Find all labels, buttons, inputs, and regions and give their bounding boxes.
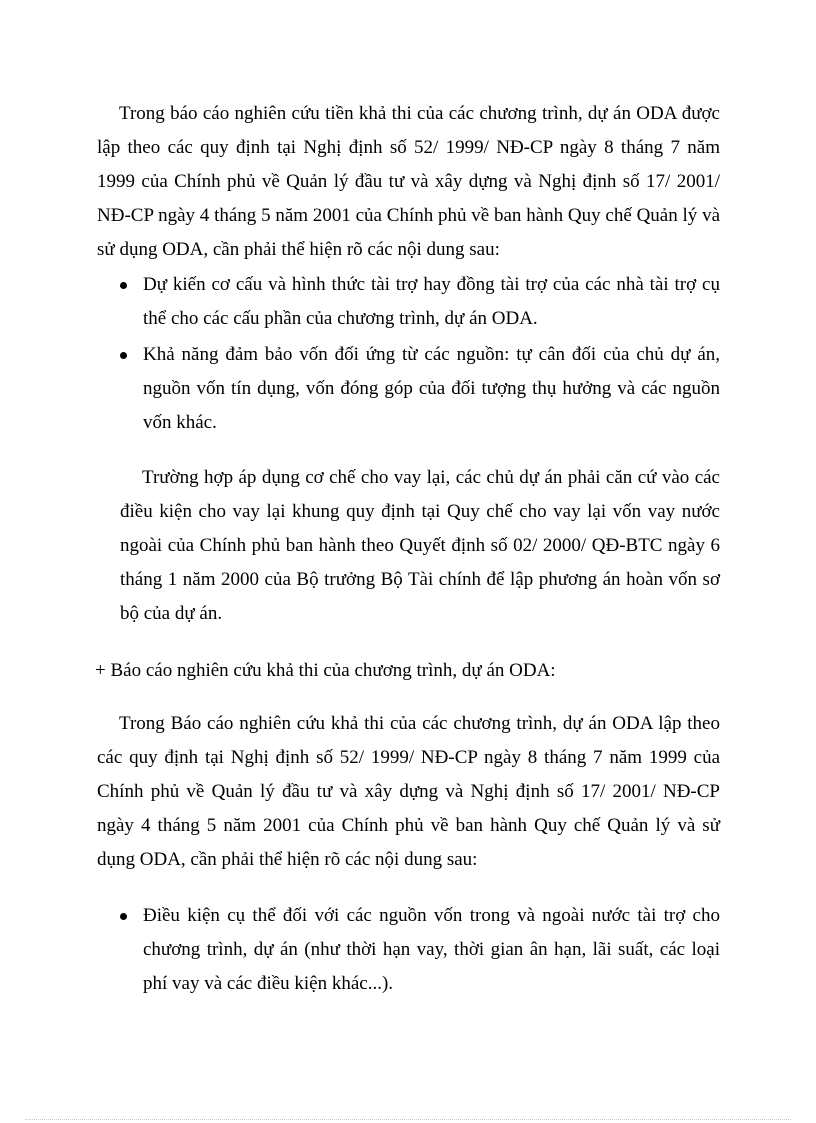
list-item <box>120 268 720 336</box>
bullet-text: Điều kiện cụ thể đối với các nguồn vốn trong và ngoài nước tài trợ cho chương trình, dự án (như thời hạn vay, thời gian ân hạn, lãi suất, các loại phí vay và các điều kiện khác...). <box>143 905 720 994</box>
paragraph-prefeasibility-intro: Trong báo cáo nghiên cứu tiền khả thi của các chương trình, dự án ODA được lập theo các quy định tại Nghị định số 52/ 1999/ NĐ-CP ngày 8 tháng 7 năm 1999 của Chính phủ về Quản lý đầu tư và xây dựng và Nghị định số 17/ 2001/ NĐ-CP ngày 4 tháng 5 năm 2001 của Chính phủ về ban hành Quy chế Quản lý và sử dụng ODA, cần phải thể hiện rõ các nội dung sau: <box>97 103 720 260</box>
list-item <box>120 338 720 440</box>
page-bottom-divider <box>25 1119 791 1120</box>
section-heading-feasibility: + Báo cáo nghiên cứu khả thi của chương trình, dự án ODA: <box>95 660 556 681</box>
bullet-icon <box>120 282 127 289</box>
bullet-icon <box>120 913 127 920</box>
bullet-list-prefeasibility <box>120 268 720 440</box>
bullet-text: Khả năng đảm bảo vốn đối ứng từ các nguồn: tự cân đối của chủ dự án, nguồn vốn tín dụng, vốn đóng góp của đối tượng thụ hưởng và các nguồn vốn khác. <box>143 344 720 433</box>
paragraph-onlending: Trường hợp áp dụng cơ chế cho vay lại, các chủ dự án phải căn cứ vào các điều kiện cho vay lại khung quy định tại Quy chế cho vay lại vốn vay nước ngoài của Chính phủ ban hành theo Quyết định số 02/ 2000/ QĐ-BTC ngày 6 tháng 1 năm 2000 của Bộ trưởng Bộ Tài chính để lập phương án hoàn vốn sơ bộ của dự án. <box>120 467 720 624</box>
paragraph-feasibility-intro: Trong Báo cáo nghiên cứu khả thi của các chương trình, dự án ODA lập theo các quy định tại Nghị định số 52/ 1999/ NĐ-CP ngày 8 tháng 7 năm 1999 của Chính phủ về Quản lý đầu tư và xây dựng và Nghị định số 17/ 2001/ NĐ-CP ngày 4 tháng 5 năm 2001 của Chính phủ về ban hành Quy chế Quản lý và sử dụng ODA, cần phải thể hiện rõ các nội dung sau: <box>97 713 720 870</box>
bullet-text: Dự kiến cơ cấu và hình thức tài trợ hay đồng tài trợ của các nhà tài trợ cụ thể cho các cấu phần của chương trình, dự án ODA. <box>143 274 720 329</box>
bullet-list-feasibility <box>120 899 720 1001</box>
list-item <box>120 899 720 1001</box>
bullet-icon <box>120 352 127 359</box>
